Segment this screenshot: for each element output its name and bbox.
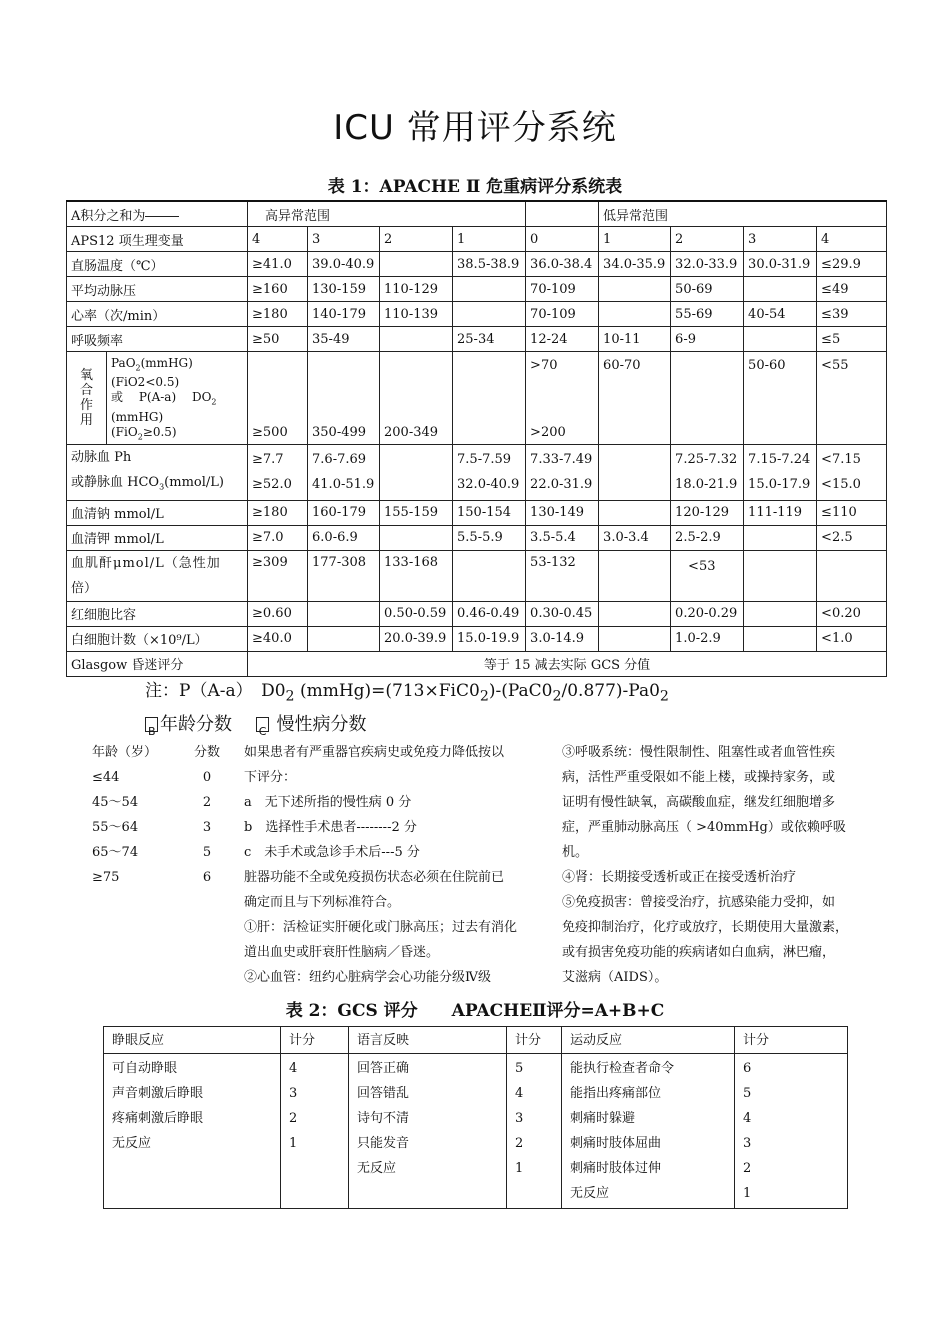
gcs-verbal-scores-cell (507, 1054, 562, 1209)
range-cell: 36.0-38.4 (526, 252, 599, 277)
table2-caption: 表 2：GCS 评分 APACHEⅡ评分=A+B+C (285, 1001, 665, 1021)
range-cell: ≥180 (248, 302, 308, 327)
range-cell: 35-49 (308, 327, 380, 352)
range-cell: 3.0-3.4 (599, 525, 671, 550)
gcs-item: 能执行检查者命令 (570, 1061, 675, 1076)
gcs-item: 无反应 (112, 1136, 152, 1151)
score-header-cell: 3 (744, 227, 817, 252)
range-cell: 7.5-7.59 32.0-40.9 (453, 445, 526, 501)
range-cell: ≥0.60 (248, 601, 308, 626)
range-cell: 12-24 (526, 327, 599, 352)
range-cell: 40-54 (744, 302, 817, 327)
chronic-disease-text-left (244, 740, 549, 990)
gcs-item: 回答错乱 (357, 1086, 410, 1101)
range-cell: 70-109 (526, 277, 599, 302)
age-row: 65～74 5 (92, 845, 212, 860)
text-line: 机。 (562, 845, 589, 860)
range-cell (744, 525, 817, 550)
page-title: ICU 常用评分系统 (333, 108, 617, 148)
range-cell: ≤5 (817, 327, 887, 352)
range-cell (744, 626, 817, 651)
gcs-item: 1 (743, 1186, 752, 1201)
gcs-item: 刺痛时肢体过伸 (570, 1161, 662, 1176)
gcs-item: 3 (515, 1111, 524, 1126)
creatinine-label: 血肌酐μmol/L（急性加 倍） (67, 550, 248, 601)
range-cell (744, 550, 817, 601)
oxygenation-row (67, 352, 887, 445)
score-header-cell: 4 (817, 227, 887, 252)
gcs-item: 疼痛刺激后睁眼 (112, 1111, 204, 1126)
apache-row (67, 277, 887, 302)
range-cell: 200-349 (380, 352, 453, 445)
age-row: ≤44 0 (92, 770, 212, 785)
range-cell: ≥41.0 (248, 252, 308, 277)
range-cell (599, 626, 671, 651)
range-cell (308, 626, 380, 651)
variable-label: 血清钠 mmol/L (67, 500, 248, 525)
variable-label: 直肠温度（℃） (67, 252, 248, 277)
age-row: 45～54 2 (92, 795, 212, 810)
range-cell: 130-149 (526, 500, 599, 525)
score-sum-label: A积分之和为 (67, 201, 248, 227)
gcs-item: 6 (743, 1061, 752, 1076)
apache-row (67, 525, 887, 550)
gcs-item: 4 (743, 1111, 752, 1126)
text-line: 证明有慢性缺氧，高碳酸血症，继发红细胞增多 (562, 795, 836, 810)
gcs-item: 无反应 (570, 1186, 610, 1201)
range-cell (380, 525, 453, 550)
variable-label: 平均动脉压 (67, 277, 248, 302)
variable-label: 呼吸频率 (67, 327, 248, 352)
gcs-item: 2 (515, 1136, 524, 1151)
range-cell: 38.5-38.9 (453, 252, 526, 277)
range-cell: 5.5-5.9 (453, 525, 526, 550)
range-cell: 111-119 (744, 500, 817, 525)
gcs-item: 3 (289, 1086, 298, 1101)
range-cell (599, 601, 671, 626)
gcs-body-row (104, 1054, 848, 1209)
range-cell: 130-159 (308, 277, 380, 302)
age-score-list (92, 740, 222, 890)
range-cell: 3.5-5.4 (526, 525, 599, 550)
range-cell: <2.5 (817, 525, 887, 550)
range-cell: >70 >200 (526, 352, 599, 445)
range-cell: ≥7.0 (248, 525, 308, 550)
range-cell: 25-34 (453, 327, 526, 352)
range-cell: <55 (817, 352, 887, 445)
range-cell: 20.0-39.9 (380, 626, 453, 651)
checkbox-icon: C (256, 717, 269, 732)
range-cell: 10-11 (599, 327, 671, 352)
range-cell: 110-139 (380, 302, 453, 327)
text-line: 道出血史或肝衰肝性脑病／昏迷。 (244, 945, 440, 960)
gcs-item: 2 (743, 1161, 752, 1176)
score-header-cell: 2 (380, 227, 453, 252)
text-line: 症，严重肺动脉高压（ >40mmHg）或依赖呼吸 (562, 820, 846, 835)
text-line: 病，活性严重受限如不能上楼，或操持家务，或 (562, 770, 836, 785)
range-cell (817, 550, 887, 601)
range-cell: 50-69 (671, 277, 744, 302)
range-cell: 0.50-0.59 (380, 601, 453, 626)
oxygenation-side-label: 氧 合 作 用 (67, 352, 107, 445)
range-cell (671, 352, 744, 445)
gcs-header-cell: 计分 (507, 1027, 562, 1054)
apache-table (66, 200, 887, 677)
range-cell: ≥160 (248, 277, 308, 302)
text-line: a 无下述所指的慢性病 0 分 (244, 795, 412, 810)
range-cell: 6.0-6.9 (308, 525, 380, 550)
gcs-item: 2 (289, 1111, 298, 1126)
variable-label: 红细胞比容 (67, 601, 248, 626)
range-cell: 6-9 (671, 327, 744, 352)
acid-base-label: 动脉血 Ph 或静脉血 $HCO_3(mmol/L)$ (67, 445, 248, 501)
text-line: 脏器功能不全或免疫损伤状态必须在住院前已 (244, 870, 505, 885)
gcs-header-row (104, 1027, 848, 1054)
text-line: b 选择性手术患者--------2 分 (244, 820, 417, 835)
range-cell (380, 445, 453, 501)
gcs-motor-scores-cell (735, 1054, 848, 1209)
text-line: 艾滋病（AIDS）。 (562, 970, 668, 985)
range-cell: ≥7.7 ≥52.0 (248, 445, 308, 501)
range-cell: ≤39 (817, 302, 887, 327)
range-cell (453, 277, 526, 302)
range-cell: 2.5-2.9 (671, 525, 744, 550)
age-row: 55～64 3 (92, 820, 212, 835)
range-cell: 0.20-0.29 (671, 601, 744, 626)
text-line: ②心血管：纽约心脏病学会心功能分级Ⅳ级 (244, 970, 491, 985)
range-cell: ≥50 (248, 327, 308, 352)
glasgow-row (67, 651, 887, 676)
text-line: c 未手术或急诊手术后---5 分 (244, 845, 420, 860)
gcs-item: 4 (515, 1086, 524, 1101)
text-line: ①肝：活检证实肝硬化或门脉高压；过去有消化 (244, 920, 518, 935)
range-cell (599, 445, 671, 501)
range-cell: 140-179 (308, 302, 380, 327)
range-cell: 150-154 (453, 500, 526, 525)
range-cell (599, 550, 671, 601)
oxygenation-label: PaO$_2$(mmHG) (FiO2<0.5) 或 P(A-a) $DO_2$ (mmHG) (FiO$_2$≥0.5) (107, 352, 248, 445)
text-line: 下评分： (244, 770, 297, 785)
gcs-item: 只能发音 (357, 1136, 410, 1151)
gcs-table (103, 1026, 848, 1209)
gcs-header-cell: 运动反应 (562, 1027, 735, 1054)
text-line: ③呼吸系统：慢性限制性、阻塞性或者血管性疾 (562, 745, 836, 760)
gcs-verbal-cell (349, 1054, 507, 1209)
variable-label: 心率（次/min） (67, 302, 248, 327)
score-header-cell: 1 (453, 227, 526, 252)
variable-label: 血清钾 mmol/L (67, 525, 248, 550)
range-cell: 70-109 (526, 302, 599, 327)
range-cell: 3.0-14.9 (526, 626, 599, 651)
apache-row (67, 252, 887, 277)
score-header-cell: 3 (308, 227, 380, 252)
range-cell: 160-179 (308, 500, 380, 525)
range-cell: <7.15 <15.0 (817, 445, 887, 501)
range-cell: 0.30-0.45 (526, 601, 599, 626)
range-cell (599, 302, 671, 327)
gcs-item: 能指出疼痛部位 (570, 1086, 662, 1101)
gcs-header-cell: 睁眼反应 (104, 1027, 281, 1054)
range-cell (744, 327, 817, 352)
range-cell: ≥180 (248, 500, 308, 525)
acid-base-row (67, 445, 887, 501)
gcs-item: 回答正确 (357, 1061, 410, 1076)
age-row: ≥75 6 (92, 870, 212, 885)
range-cell (380, 252, 453, 277)
gcs-item: 5 (743, 1086, 752, 1101)
range-cell (744, 277, 817, 302)
creatinine-row (67, 550, 887, 601)
gcs-item: 诗句不清 (357, 1111, 410, 1126)
gcs-item: 无反应 (357, 1161, 397, 1176)
gcs-header-cell: 计分 (281, 1027, 349, 1054)
range-cell (453, 550, 526, 601)
range-cell (453, 352, 526, 445)
score-header-cell: 1 (599, 227, 671, 252)
apache-row (67, 601, 887, 626)
gcs-item: 1 (289, 1136, 298, 1151)
range-cell (744, 601, 817, 626)
range-cell: 1.0-2.9 (671, 626, 744, 651)
score-header-cell: 4 (248, 227, 308, 252)
gcs-header-cell: 计分 (735, 1027, 848, 1054)
table1-caption: 表 1：APACHE Ⅱ 危重病评分系统表 (327, 177, 623, 197)
gcs-item: 4 (289, 1061, 298, 1076)
range-cell: 32.0-33.9 (671, 252, 744, 277)
range-cell: 53-132 (526, 550, 599, 601)
gcs-item: 声音刺激后睁眼 (112, 1086, 204, 1101)
range-cell: ≥40.0 (248, 626, 308, 651)
score-header-cell: 0 (526, 227, 599, 252)
formula-note: 注：P（A-a） $D0_2$ $(mmHg)=(713\times FiC0_2)-(PaC0_2/0.877)-Pa0_2$ (145, 681, 669, 705)
text-line: 或有损害免疫功能的疾病诸如白血病，淋巴瘤， (562, 945, 836, 960)
range-cell: 30.0-31.9 (744, 252, 817, 277)
range-cell: <53 (671, 550, 744, 601)
gcs-eye-scores-cell (281, 1054, 349, 1209)
gcs-header-cell: 语言反映 (349, 1027, 507, 1054)
range-cell: <0.20 (817, 601, 887, 626)
checkbox-icon: B (145, 717, 158, 732)
range-cell (380, 327, 453, 352)
low-range-header: 低异常范围 (599, 201, 887, 227)
range-cell (599, 277, 671, 302)
range-cell (453, 302, 526, 327)
text-line: 如果患者有严重器官疾病史或免疫力降低按以 (244, 745, 505, 760)
range-cell: 155-159 (380, 500, 453, 525)
range-cell: ≤49 (817, 277, 887, 302)
high-range-header: 高异常范围 (248, 201, 526, 227)
apache-row (67, 327, 887, 352)
variable-label: 白细胞计数（×10⁹/L） (67, 626, 248, 651)
range-cell: 55-69 (671, 302, 744, 327)
glasgow-label: Glasgow 昏迷评分 (67, 651, 248, 676)
text-line: 确定而且与下列标准符合。 (244, 895, 401, 910)
range-cell: ≥500 (248, 352, 308, 445)
range-cell: 7.25-7.32 18.0-21.9 (671, 445, 744, 501)
range-cell: 133-168 (380, 550, 453, 601)
gcs-eye-cell (104, 1054, 281, 1209)
range-cell: 60-70 (599, 352, 671, 445)
range-cell: 34.0-35.9 (599, 252, 671, 277)
range-cell: ≤110 (817, 500, 887, 525)
gcs-item: 1 (515, 1161, 524, 1176)
range-cell: ≥309 (248, 550, 308, 601)
apache-row (67, 500, 887, 525)
range-cell: 7.6-7.69 41.0-51.9 (308, 445, 380, 501)
gcs-item: 刺痛时躲避 (570, 1111, 636, 1126)
score-header-cell: 2 (671, 227, 744, 252)
range-cell: 0.46-0.49 (453, 601, 526, 626)
header-row-ranges (67, 201, 887, 227)
range-cell: 110-129 (380, 277, 453, 302)
range-cell: 39.0-40.9 (308, 252, 380, 277)
range-cell: 120-129 (671, 500, 744, 525)
gcs-item: 3 (743, 1136, 752, 1151)
gcs-motor-cell (562, 1054, 735, 1209)
header-row-scores (67, 227, 887, 252)
apache-row (67, 302, 887, 327)
glasgow-value: 等于 15 减去实际 GCS 分值 (248, 651, 887, 676)
gcs-item: 刺痛时肢体屈曲 (570, 1136, 662, 1151)
range-cell: ≤29.9 (817, 252, 887, 277)
range-cell: 50-60 (744, 352, 817, 445)
age-header-row: 年龄（岁） 分数 (92, 745, 220, 760)
range-cell: <1.0 (817, 626, 887, 651)
range-cell: 7.15-7.24 15.0-17.9 (744, 445, 817, 501)
aps12-label: APS12 项生理变量 (67, 227, 248, 252)
gcs-item: 5 (515, 1061, 524, 1076)
chronic-disease-text-right (562, 740, 867, 990)
range-cell (308, 601, 380, 626)
text-line: ④肾：长期接受透析或正在接受透析治疗 (562, 870, 797, 885)
range-cell (599, 500, 671, 525)
apache-row (67, 626, 887, 651)
gcs-item: 可自动睁眼 (112, 1061, 178, 1076)
range-cell: 15.0-19.9 (453, 626, 526, 651)
range-cell: 7.33-7.49 22.0-31.9 (526, 445, 599, 501)
text-line: ⑤免疫损害：曾接受治疗，抗感染能力受抑，如 (562, 895, 836, 910)
text-line: 免疫抑制治疗，化疗或放疗，长期使用大量激素， (562, 920, 849, 935)
range-cell: 350-499 (308, 352, 380, 445)
range-cell: 177-308 (308, 550, 380, 601)
age-chronic-heading: B 年龄分数 C 慢性病分数 (145, 710, 366, 736)
